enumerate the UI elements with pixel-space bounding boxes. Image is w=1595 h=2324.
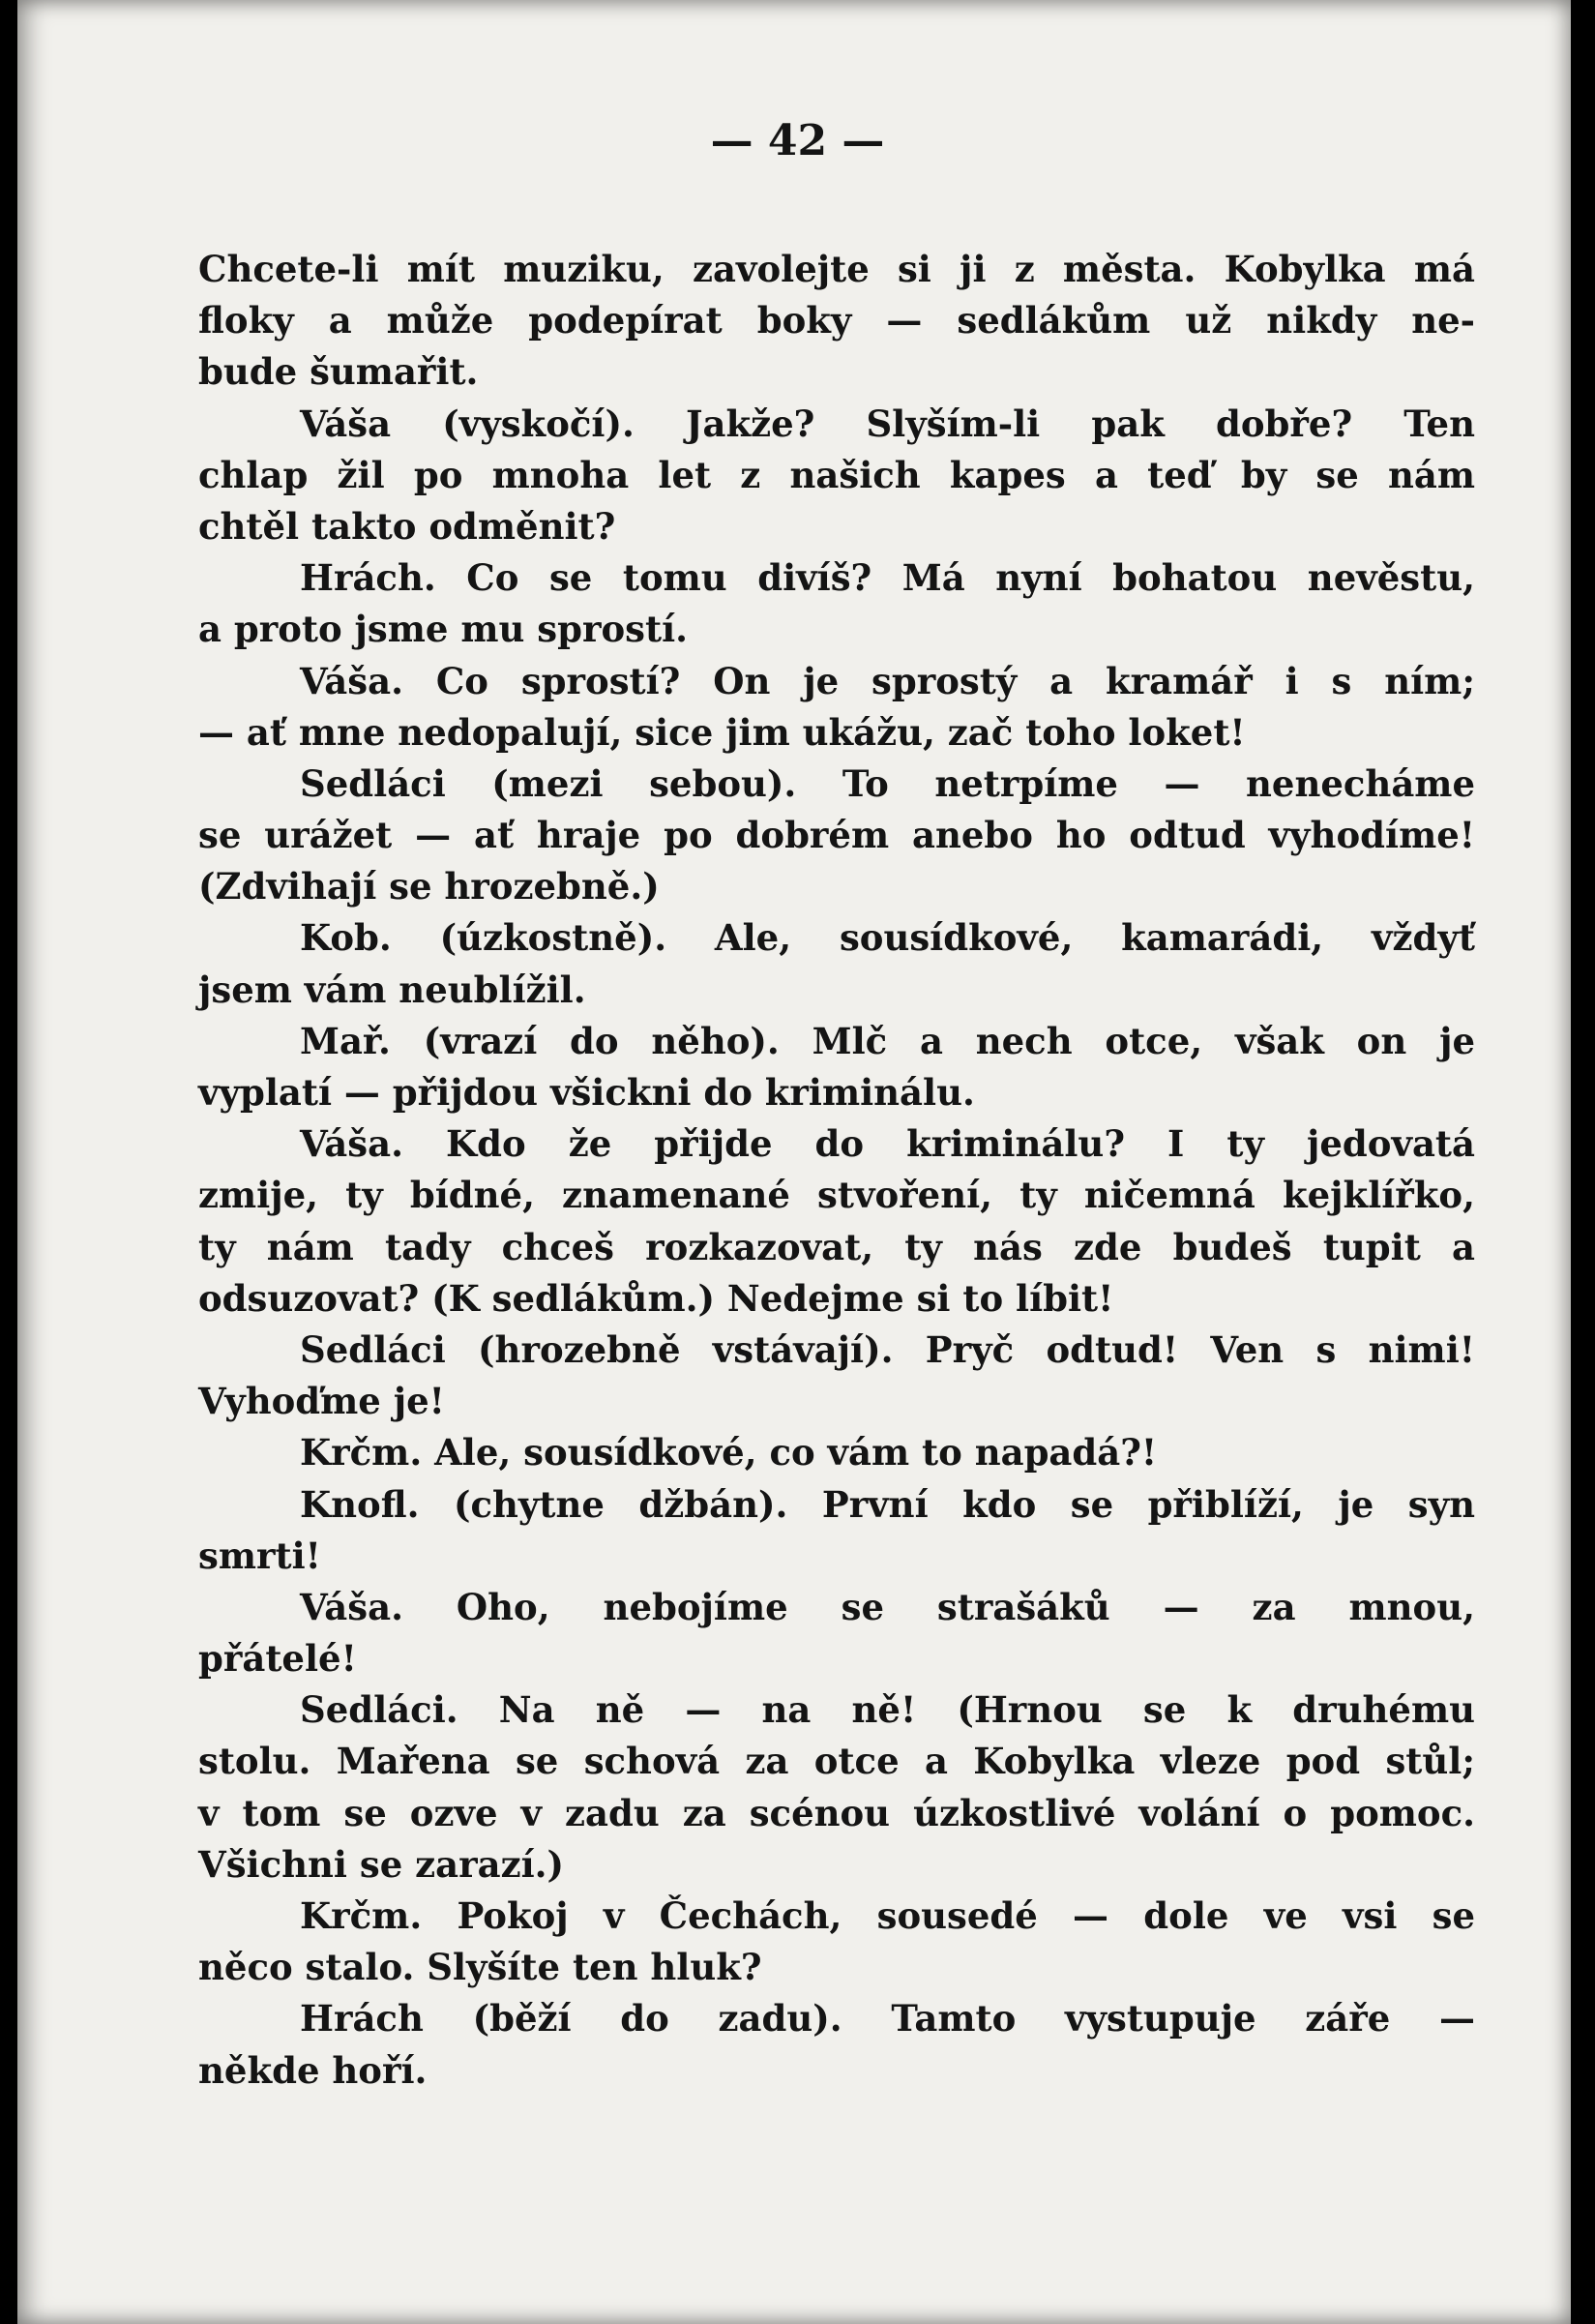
text-line: Chcete-li mít muziku, zavolejte si ji z města. Kobylka má [198, 248, 1475, 290]
text-line: něco stalo. Slyšíte ten hluk? [198, 1946, 762, 1989]
text-line: Váša. Kdo že přijde do kriminálu? I ty jedovatá [300, 1122, 1475, 1166]
text-line: bude šumařit. [198, 350, 479, 394]
text-line: Sedláci (hrozebně vstávají). Pryč odtud! Ven s nimi! [300, 1327, 1475, 1371]
page-number: — 42 — [710, 116, 885, 165]
text-line: vyplatí — přijdou všickni do kriminálu. [198, 1071, 975, 1114]
text-line: stolu. Mařena se schová za otce a Kobylka vleze pod stůl; [198, 1740, 1475, 1783]
text-line: Váša. Oho, nebojíme se strašáků — za mnou, [300, 1585, 1475, 1628]
text-line: chlap žil po mnoha let z našich kapes a teď by se nám [198, 453, 1475, 496]
text-line: odsuzovat? (K sedlákům.) Nedejme si to líbit! [198, 1276, 1114, 1320]
text-line: Kob. (úzkostně). Ale, sousídkové, kamarádi, vždyť [300, 916, 1475, 960]
text-line: ty nám tady chceš rozkazovat, ty nás zde budeš tupit a [198, 1225, 1475, 1268]
text-line: — ať mne nedopalují, sice jim ukážu, zač toho loket! [198, 710, 1246, 754]
text-line: Hrách. Co se tomu divíš? Má nyní bohatou nevěstu, [300, 556, 1475, 600]
text-line: zmije, ty bídné, znamenané stvoření, ty ničemná kejklířko, [198, 1174, 1475, 1217]
text-line: Sedláci. Na ně — na ně! (Hrnou se k druhému [300, 1688, 1475, 1732]
text-line: Mař. (vrazí do něho). Mlč a nech otce, však on je [300, 1019, 1475, 1062]
text-body [198, 244, 1475, 2097]
text-line: Vyhoďme je! [198, 1380, 445, 1423]
text-line: smrti! [198, 1534, 321, 1577]
text-line: v tom se ozve v zadu za scénou úzkostlivé volání o pomoc. [198, 1791, 1475, 1834]
text-line: někde hoří. [198, 2048, 428, 2092]
text-line: se urážet — ať hraje po dobrém anebo ho odtud vyhodíme! [198, 814, 1475, 857]
text-line: jsem vám neublížil. [198, 968, 586, 1011]
text-line: chtěl takto odměnit? [198, 504, 616, 548]
text-line: a proto jsme mu sprostí. [198, 608, 689, 651]
text-line: Všichni se zarazí.) [198, 1842, 565, 1886]
text-line: Krčm. Pokoj v Čechách, sousedé — dole ve vsi se [300, 1894, 1475, 1937]
text-line: Váša. Co sprostí? On je sprostý a kramář i s ním; [300, 659, 1475, 702]
text-line: (Zdvihají se hrozebně.) [198, 865, 660, 909]
text-line: Váša (vyskočí). Jakže? Slyším-li pak dobře? Ten [300, 402, 1475, 445]
text-line: Hrách (běží do zadu). Tamto vystupuje záře — [300, 1997, 1475, 2041]
text-line: přátelé! [198, 1637, 357, 1681]
text-line: floky a může podepírat boky — sedlákům už nikdy ne- [198, 299, 1475, 343]
text-line: Sedláci (mezi sebou). To netrpíme — nenecháme [300, 761, 1475, 805]
text-line: Krčm. Ale, sousídkové, co vám to napadá?! [300, 1431, 1158, 1475]
text-line: Knofl. (chytne džbán). První kdo se přiblíží, je syn [300, 1482, 1475, 1526]
